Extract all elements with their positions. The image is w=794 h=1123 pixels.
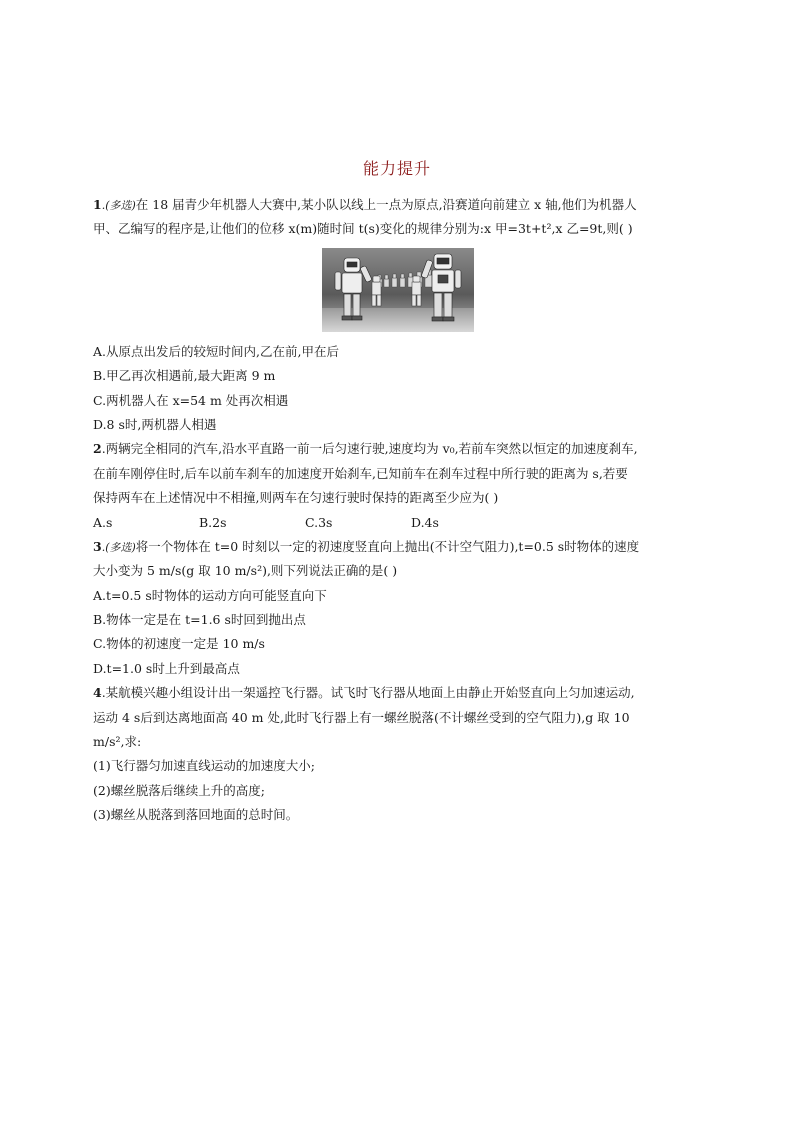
question-1-option-a: A.从原点出发后的较短时间内,乙在前,甲在后 [93,343,339,359]
question-2-line-1 [93,437,703,461]
question-list [93,193,703,828]
question-number: 3 [93,538,102,554]
question-4 [93,681,703,827]
question-3-line-2: 大小变为 5 m/s(g 取 10 m/s²),则下列说法正确的是( ) [93,563,398,579]
question-3-option-a: A.t=0.5 s时物体的运动方向可能竖直向下 [93,587,327,603]
question-text: 在 18 届青少年机器人大赛中,某小队以线上一点为原点,沿赛道向前建立 x 轴,他们为机器人 [135,197,637,212]
multi-select-tag: .(多选) [101,540,136,554]
question-1-option-b: B.甲乙再次相遇前,最大距离 9 m [93,368,276,384]
question-1-line-1 [93,193,703,217]
question-4-part-3: (3)螺丝从脱落到落回地面的总时间。 [93,807,299,823]
question-number: 4 [93,685,102,701]
question-1 [93,193,703,437]
question-2-line-3: 保持两车在上述情况中不相撞,则两车在匀速行驶时保持的距离至少应为( ) [93,490,499,506]
question-4-line-2: 运动 4 s后到达离地面高 40 m 处,此时飞行器上有一螺丝脱落(不计螺丝受到的空气阻力),g 取 10 [93,709,630,725]
question-2-option-b: B.2s [199,514,227,530]
question-2-option-c: C.3s [305,514,333,530]
question-1-line-2: 甲、乙编写的程序是,让他们的位移 x(m)随时间 t(s)变化的规律分别为:x 甲=3t+t²,x 乙=9t,则( ) [93,221,633,237]
question-3-line-1 [93,535,703,559]
question-3-option-b: B.物体一定是在 t=1.6 s时回到抛出点 [93,612,306,628]
robots-photo [322,248,474,332]
question-number: 2 [93,441,102,457]
question-4-part-1: (1)飞行器匀加速直线运动的加速度大小; [93,758,315,774]
question-text: 将一个物体在 t=0 时刻以一定的初速度竖直向上抛出(不计空气阻力),t=0.5 s时物体的速度 [135,538,640,554]
question-4-part-2: (2)螺丝脱落后继续上升的高度; [93,782,265,798]
question-number: 1 [93,197,102,212]
question-3 [93,535,703,681]
question-2-options [93,511,703,535]
question-4-line-3: m/s²,求: [93,734,142,750]
question-text: .某航模兴趣小组设计出一架遥控飞行器。试飞时飞行器从地面上由静止开始竖直向上匀加速运动, [101,685,635,701]
question-2-option-d: D.4s [411,514,439,530]
question-4-line-1 [93,681,703,705]
question-3-option-c: C.物体的初速度一定是 10 m/s [93,636,265,652]
question-1-option-d: D.8 s时,两机器人相遇 [93,416,217,432]
question-2-line-2: 在前车刚停住时,后车以前车刹车的加速度开始刹车,已知前车在刹车过程中所行驶的距离为 s,若要 [93,465,628,481]
question-1-option-c: C.两机器人在 x=54 m 处再次相遇 [93,392,289,408]
question-2-option-a: A.s [93,514,113,530]
question-2 [93,437,703,535]
question-3-option-d: D.t=1.0 s时上升到最高点 [93,660,240,676]
multi-select-tag: .(多选) [101,199,136,212]
question-text: .两辆完全相同的汽车,沿水平直路一前一后匀速行驶,速度均为 v₀,若前车突然以恒定的加速度刹车, [101,441,638,457]
page-title: 能力提升 [362,159,431,178]
robots-photo-container [93,244,703,336]
